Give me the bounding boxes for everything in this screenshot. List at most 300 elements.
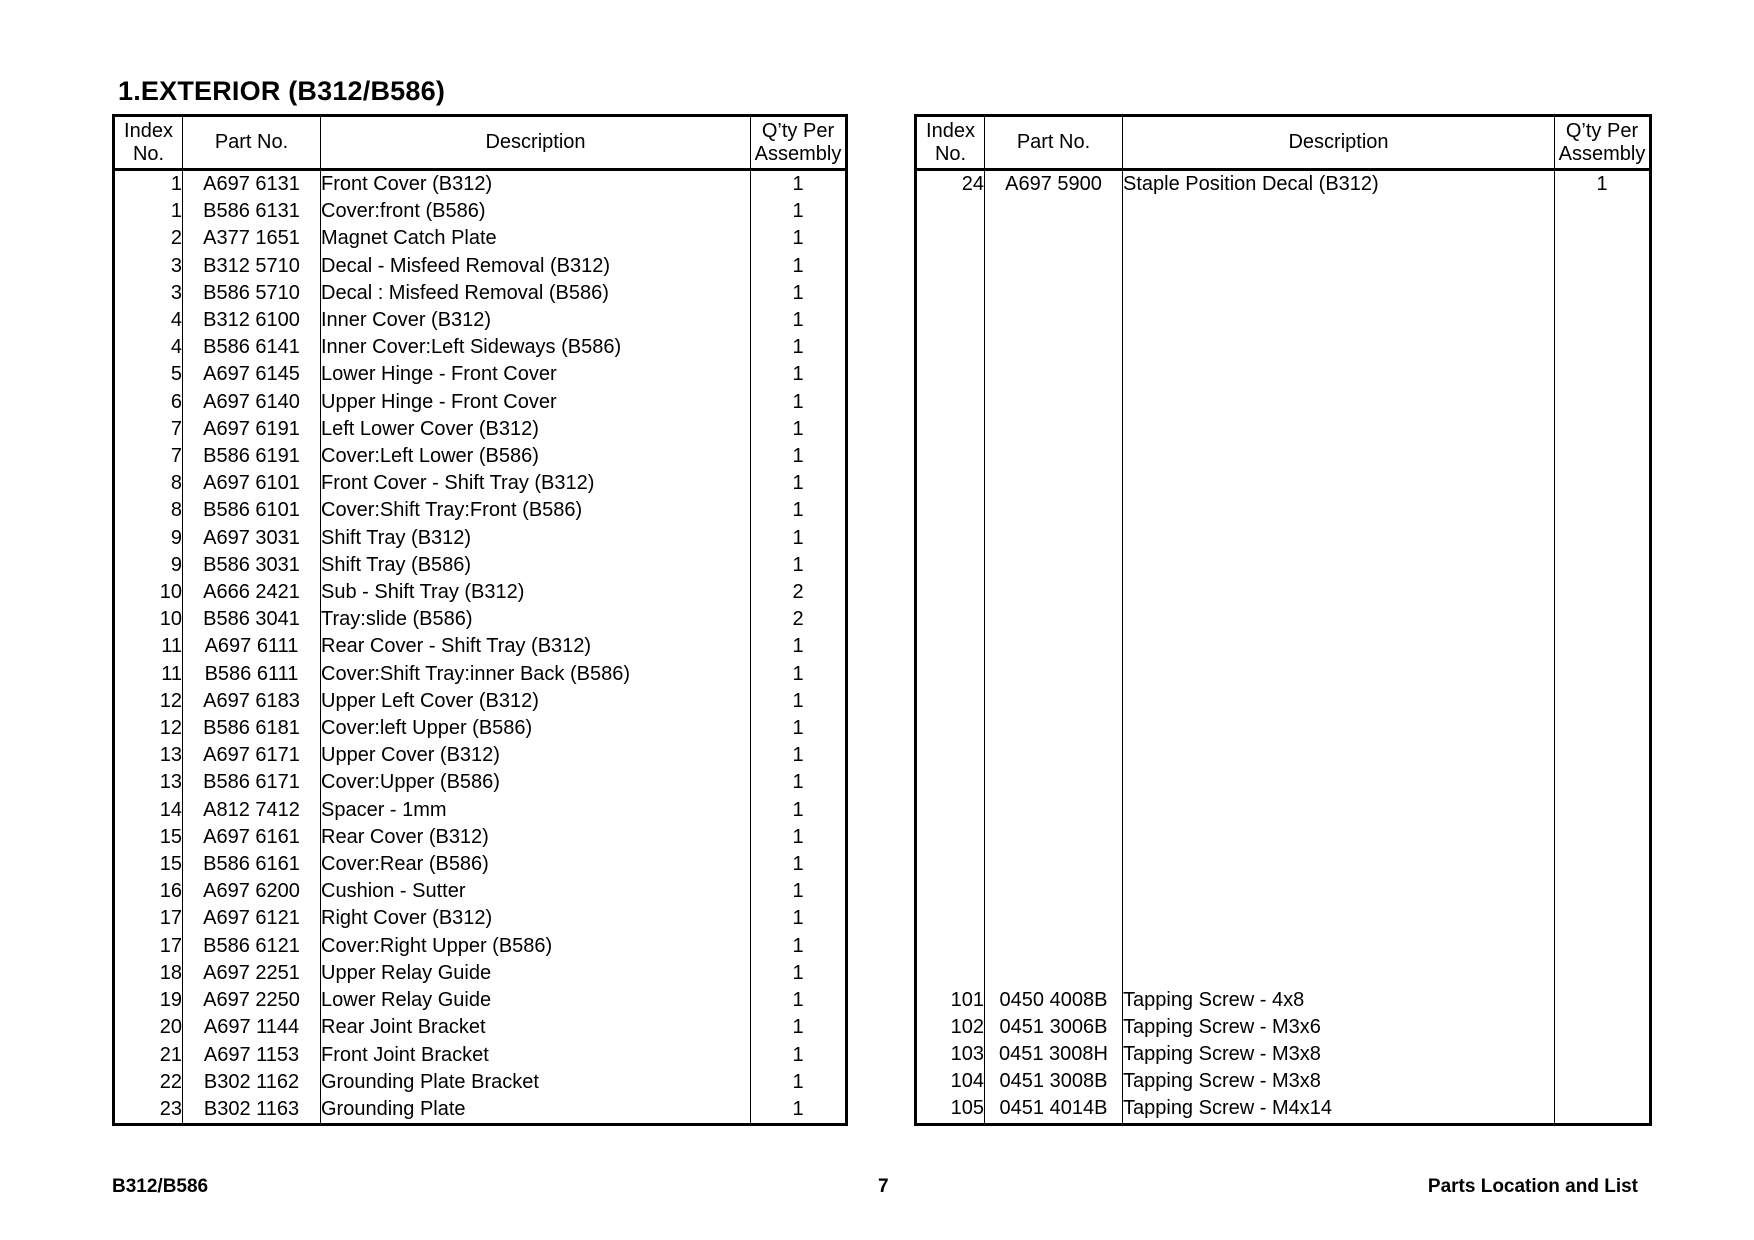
- row-part-number: B302 1162: [183, 1069, 321, 1096]
- table-row: [114, 389, 847, 416]
- parts-table-left-body: [114, 170, 847, 1125]
- row-part-number: [985, 688, 1123, 715]
- table-row: [114, 1014, 847, 1041]
- row-description: [1123, 307, 1555, 334]
- row-index: 13: [114, 742, 183, 769]
- table-row: [916, 198, 1651, 225]
- table-row: [916, 1068, 1651, 1095]
- row-description: Tapping Screw - M3x8: [1123, 1041, 1555, 1068]
- row-index: 17: [114, 905, 183, 932]
- table-row: [916, 579, 1651, 606]
- table-row: [916, 660, 1651, 687]
- table-row: [916, 389, 1651, 416]
- row-quantity: [1555, 932, 1651, 959]
- row-part-number: A697 6131: [183, 170, 321, 199]
- table-row: [114, 905, 847, 932]
- footer-model: B312/B586: [112, 1176, 209, 1197]
- row-description: [1123, 579, 1555, 606]
- row-quantity: [1555, 715, 1651, 742]
- row-quantity: 1: [751, 878, 847, 905]
- row-quantity: [1555, 905, 1651, 932]
- qty-column-header: [751, 116, 847, 170]
- row-part-number: [985, 579, 1123, 606]
- row-index: 10: [114, 579, 183, 606]
- row-index: [916, 416, 985, 443]
- row-description: Upper Hinge - Front Cover: [321, 389, 751, 416]
- row-index: [916, 579, 985, 606]
- row-part-number: A377 1651: [183, 225, 321, 252]
- row-description: Tapping Screw - 4x8: [1123, 987, 1555, 1014]
- table-row: [114, 933, 847, 960]
- row-description: Shift Tray (B312): [321, 525, 751, 552]
- row-index: [916, 688, 985, 715]
- row-description: [1123, 715, 1555, 742]
- row-part-number: B586 3041: [183, 606, 321, 633]
- row-description: Cover:Rear (B586): [321, 851, 751, 878]
- row-part-number: [985, 497, 1123, 524]
- row-description: [1123, 851, 1555, 878]
- row-part-number: [985, 225, 1123, 252]
- table-row: [916, 715, 1651, 742]
- row-part-number: [985, 932, 1123, 959]
- table-row: [916, 225, 1651, 252]
- row-quantity: 1: [751, 987, 847, 1014]
- row-index: [916, 470, 985, 497]
- row-description: [1123, 389, 1555, 416]
- row-description: Front Cover - Shift Tray (B312): [321, 470, 751, 497]
- table-row: [114, 361, 847, 388]
- row-description: [1123, 416, 1555, 443]
- row-quantity: [1555, 470, 1651, 497]
- row-quantity: [1555, 742, 1651, 769]
- index-header-line1: Index: [124, 119, 173, 142]
- table-header-row: [114, 116, 847, 170]
- row-description: Tapping Screw - M3x6: [1123, 1014, 1555, 1041]
- row-part-number: [985, 633, 1123, 660]
- table-row: [916, 1041, 1651, 1068]
- row-description: Rear Cover (B312): [321, 824, 751, 851]
- row-index: 10: [114, 606, 183, 633]
- table-row: [114, 1042, 847, 1069]
- table-row: [114, 987, 847, 1014]
- row-description: Cover:Right Upper (B586): [321, 933, 751, 960]
- row-index: [916, 524, 985, 551]
- row-quantity: [1555, 307, 1651, 334]
- row-quantity: [1555, 1014, 1651, 1041]
- row-quantity: [1555, 824, 1651, 851]
- row-index: 3: [114, 253, 183, 280]
- row-quantity: [1555, 443, 1651, 470]
- row-quantity: [1555, 633, 1651, 660]
- row-index: [916, 253, 985, 280]
- row-description: [1123, 361, 1555, 388]
- row-index: 9: [114, 525, 183, 552]
- row-part-number: [985, 715, 1123, 742]
- row-description: Sub - Shift Tray (B312): [321, 579, 751, 606]
- row-description: Inner Cover:Left Sideways (B586): [321, 334, 751, 361]
- row-quantity: [1555, 878, 1651, 905]
- row-quantity: 1: [751, 416, 847, 443]
- index-header-line1: Index: [926, 119, 975, 142]
- table-row: [114, 280, 847, 307]
- row-part-number: A697 6101: [183, 470, 321, 497]
- row-description: Decal : Misfeed Removal (B586): [321, 280, 751, 307]
- row-index: [916, 307, 985, 334]
- row-index: 4: [114, 307, 183, 334]
- table-row: [114, 198, 847, 225]
- row-index: 102: [916, 1014, 985, 1041]
- row-part-number: A697 2251: [183, 960, 321, 987]
- row-index: 22: [114, 1069, 183, 1096]
- table-row: [114, 253, 847, 280]
- row-part-number: 0450 4008B: [985, 987, 1123, 1014]
- row-description: [1123, 552, 1555, 579]
- row-quantity: 1: [1555, 170, 1651, 199]
- table-row: [916, 334, 1651, 361]
- table-row: [114, 416, 847, 443]
- qty-header-line1: Q’ty Per: [1565, 119, 1639, 142]
- row-description: Magnet Catch Plate: [321, 225, 751, 252]
- row-index: [916, 389, 985, 416]
- table-row: [916, 769, 1651, 796]
- row-quantity: 1: [751, 280, 847, 307]
- table-row: [114, 960, 847, 987]
- table-row: [916, 905, 1651, 932]
- row-part-number: [985, 742, 1123, 769]
- row-part-number: B586 6171: [183, 769, 321, 796]
- row-description: [1123, 633, 1555, 660]
- table-row: [916, 742, 1651, 769]
- table-row: [916, 824, 1651, 851]
- row-part-number: B586 6121: [183, 933, 321, 960]
- row-description: Front Cover (B312): [321, 170, 751, 199]
- row-part-number: [985, 416, 1123, 443]
- row-part-number: B586 6181: [183, 715, 321, 742]
- row-description: Grounding Plate: [321, 1096, 751, 1125]
- footer-section: Parts Location and List: [1427, 1176, 1638, 1197]
- row-index: [916, 932, 985, 959]
- row-part-number: [985, 769, 1123, 796]
- row-index: 24: [916, 170, 985, 199]
- row-part-number: A697 6161: [183, 824, 321, 851]
- row-index: [916, 633, 985, 660]
- table-row: [916, 361, 1651, 388]
- row-quantity: 1: [751, 769, 847, 796]
- index-column-header: [916, 116, 985, 170]
- index-header-line2: No.: [132, 142, 165, 165]
- row-description: [1123, 660, 1555, 687]
- row-part-number: [985, 824, 1123, 851]
- row-part-number: [985, 959, 1123, 986]
- table-row: [114, 225, 847, 252]
- row-part-number: A697 1144: [183, 1014, 321, 1041]
- row-description: [1123, 878, 1555, 905]
- row-index: 7: [114, 443, 183, 470]
- row-description: [1123, 470, 1555, 497]
- table-row: [114, 715, 847, 742]
- row-quantity: [1555, 1095, 1651, 1124]
- row-description: Cover:Shift Tray:Front (B586): [321, 497, 751, 524]
- row-index: 13: [114, 769, 183, 796]
- row-part-number: B312 5710: [183, 253, 321, 280]
- row-part-number: B586 6141: [183, 334, 321, 361]
- row-index: 104: [916, 1068, 985, 1095]
- row-part-number: B586 6191: [183, 443, 321, 470]
- row-part-number: [985, 198, 1123, 225]
- table-row: [114, 851, 847, 878]
- row-part-number: A697 2250: [183, 987, 321, 1014]
- row-part-number: [985, 334, 1123, 361]
- row-index: 16: [114, 878, 183, 905]
- row-part-number: B586 6161: [183, 851, 321, 878]
- row-part-number: [985, 660, 1123, 687]
- row-description: Front Joint Bracket: [321, 1042, 751, 1069]
- parts-table-right: [914, 114, 1652, 1126]
- row-description: [1123, 524, 1555, 551]
- row-index: [916, 769, 985, 796]
- row-index: [916, 959, 985, 986]
- row-quantity: 1: [751, 960, 847, 987]
- page-title: 1.EXTERIOR (B312/B586): [118, 76, 446, 106]
- table-row: [114, 1096, 847, 1125]
- part-column-header: Part No.: [183, 116, 321, 170]
- row-index: [916, 824, 985, 851]
- row-index: [916, 660, 985, 687]
- row-part-number: [985, 524, 1123, 551]
- row-index: [916, 361, 985, 388]
- row-index: 8: [114, 470, 183, 497]
- row-index: 21: [114, 1042, 183, 1069]
- table-row: [916, 253, 1651, 280]
- row-index: 105: [916, 1095, 985, 1124]
- table-row: [114, 633, 847, 660]
- row-description: [1123, 198, 1555, 225]
- row-description: Rear Cover - Shift Tray (B312): [321, 633, 751, 660]
- row-index: 7: [114, 416, 183, 443]
- row-description: Lower Hinge - Front Cover: [321, 361, 751, 388]
- row-quantity: 1: [751, 688, 847, 715]
- table-row: [114, 443, 847, 470]
- row-part-number: A697 6183: [183, 688, 321, 715]
- row-quantity: [1555, 389, 1651, 416]
- row-quantity: 1: [751, 797, 847, 824]
- row-part-number: A697 6191: [183, 416, 321, 443]
- row-index: [916, 796, 985, 823]
- row-description: [1123, 606, 1555, 633]
- row-index: 103: [916, 1041, 985, 1068]
- row-part-number: [985, 307, 1123, 334]
- row-description: Rear Joint Bracket: [321, 1014, 751, 1041]
- row-description: Cover:front (B586): [321, 198, 751, 225]
- row-quantity: 1: [751, 470, 847, 497]
- row-quantity: 1: [751, 742, 847, 769]
- row-quantity: 1: [751, 661, 847, 688]
- row-description: [1123, 905, 1555, 932]
- row-index: 2: [114, 225, 183, 252]
- row-quantity: 1: [751, 198, 847, 225]
- row-quantity: 1: [751, 552, 847, 579]
- row-index: [916, 905, 985, 932]
- footer-page-number: 7: [878, 1176, 889, 1197]
- table-row: [916, 851, 1651, 878]
- row-description: [1123, 688, 1555, 715]
- row-description: [1123, 742, 1555, 769]
- row-part-number: A697 6140: [183, 389, 321, 416]
- row-part-number: [985, 280, 1123, 307]
- row-quantity: 2: [751, 579, 847, 606]
- table-row: [916, 280, 1651, 307]
- row-index: 23: [114, 1096, 183, 1125]
- table-row: [114, 797, 847, 824]
- row-quantity: [1555, 198, 1651, 225]
- description-column-header: Description: [1123, 116, 1555, 170]
- table-row: [114, 334, 847, 361]
- table-row: [916, 688, 1651, 715]
- row-quantity: [1555, 606, 1651, 633]
- table-row: [114, 307, 847, 334]
- table-row: [916, 878, 1651, 905]
- row-index: 1: [114, 170, 183, 199]
- row-index: 15: [114, 851, 183, 878]
- table-row: [916, 987, 1651, 1014]
- row-description: Grounding Plate Bracket: [321, 1069, 751, 1096]
- row-part-number: [985, 361, 1123, 388]
- row-quantity: [1555, 280, 1651, 307]
- row-quantity: [1555, 524, 1651, 551]
- row-description: [1123, 334, 1555, 361]
- row-index: 4: [114, 334, 183, 361]
- row-part-number: A666 2421: [183, 579, 321, 606]
- row-quantity: [1555, 416, 1651, 443]
- table-row: [114, 470, 847, 497]
- table-row: [916, 524, 1651, 551]
- table-row: [114, 769, 847, 796]
- part-column-header: Part No.: [985, 116, 1123, 170]
- row-index: [916, 198, 985, 225]
- row-description: Left Lower Cover (B312): [321, 416, 751, 443]
- row-index: [916, 742, 985, 769]
- row-index: 11: [114, 633, 183, 660]
- row-description: Cover:Shift Tray:inner Back (B586): [321, 661, 751, 688]
- table-row: [916, 307, 1651, 334]
- row-index: 12: [114, 715, 183, 742]
- row-quantity: 1: [751, 334, 847, 361]
- row-description: [1123, 253, 1555, 280]
- row-description: Cushion - Sutter: [321, 878, 751, 905]
- row-part-number: [985, 470, 1123, 497]
- row-quantity: 1: [751, 633, 847, 660]
- row-quantity: [1555, 361, 1651, 388]
- table-header-row: [916, 116, 1651, 170]
- row-quantity: [1555, 987, 1651, 1014]
- table-row: [114, 824, 847, 851]
- row-description: Cover:left Upper (B586): [321, 715, 751, 742]
- row-part-number: 0451 3008B: [985, 1068, 1123, 1095]
- row-index: [916, 552, 985, 579]
- row-quantity: 1: [751, 443, 847, 470]
- table-row: [114, 1069, 847, 1096]
- parts-table-right-body: [916, 170, 1651, 1125]
- table-row: [916, 170, 1651, 199]
- row-part-number: [985, 389, 1123, 416]
- row-description: Shift Tray (B586): [321, 552, 751, 579]
- table-row: [916, 1095, 1651, 1124]
- table-row: [114, 579, 847, 606]
- row-index: [916, 606, 985, 633]
- row-part-number: A697 3031: [183, 525, 321, 552]
- row-part-number: B302 1163: [183, 1096, 321, 1125]
- row-index: [916, 497, 985, 524]
- row-description: [1123, 497, 1555, 524]
- row-part-number: [985, 443, 1123, 470]
- row-index: 5: [114, 361, 183, 388]
- row-quantity: 2: [751, 606, 847, 633]
- row-part-number: 0451 4014B: [985, 1095, 1123, 1124]
- row-part-number: [985, 796, 1123, 823]
- row-index: 3: [114, 280, 183, 307]
- table-row: [916, 932, 1651, 959]
- row-part-number: A697 6121: [183, 905, 321, 932]
- row-quantity: 1: [751, 170, 847, 199]
- row-part-number: A697 6145: [183, 361, 321, 388]
- row-description: Tapping Screw - M4x14: [1123, 1095, 1555, 1124]
- row-quantity: 1: [751, 1042, 847, 1069]
- row-part-number: B586 6101: [183, 497, 321, 524]
- row-part-number: B586 3031: [183, 552, 321, 579]
- row-index: 101: [916, 987, 985, 1014]
- table-row: [114, 170, 847, 199]
- row-quantity: [1555, 552, 1651, 579]
- row-index: [916, 878, 985, 905]
- table-row: [114, 661, 847, 688]
- row-quantity: 1: [751, 715, 847, 742]
- row-quantity: 1: [751, 824, 847, 851]
- row-index: 8: [114, 497, 183, 524]
- row-description: [1123, 225, 1555, 252]
- row-index: 17: [114, 933, 183, 960]
- row-quantity: 1: [751, 525, 847, 552]
- row-description: [1123, 769, 1555, 796]
- row-index: 19: [114, 987, 183, 1014]
- row-quantity: 1: [751, 905, 847, 932]
- row-quantity: 1: [751, 389, 847, 416]
- row-quantity: 1: [751, 933, 847, 960]
- row-index: 12: [114, 688, 183, 715]
- row-quantity: [1555, 851, 1651, 878]
- index-column-header: [114, 116, 183, 170]
- row-part-number: A697 5900: [985, 170, 1123, 199]
- row-index: 15: [114, 824, 183, 851]
- row-index: 18: [114, 960, 183, 987]
- row-quantity: 1: [751, 225, 847, 252]
- row-part-number: [985, 878, 1123, 905]
- row-part-number: A697 6111: [183, 633, 321, 660]
- qty-header-line2: Assembly: [754, 142, 842, 165]
- row-index: 1: [114, 198, 183, 225]
- row-part-number: [985, 253, 1123, 280]
- row-quantity: 1: [751, 1096, 847, 1125]
- row-quantity: [1555, 334, 1651, 361]
- row-index: 14: [114, 797, 183, 824]
- row-index: [916, 334, 985, 361]
- row-index: [916, 225, 985, 252]
- table-row: [916, 796, 1651, 823]
- row-quantity: [1555, 225, 1651, 252]
- row-index: [916, 715, 985, 742]
- qty-header-line1: Q’ty Per: [761, 119, 835, 142]
- row-quantity: 1: [751, 1014, 847, 1041]
- row-quantity: 1: [751, 361, 847, 388]
